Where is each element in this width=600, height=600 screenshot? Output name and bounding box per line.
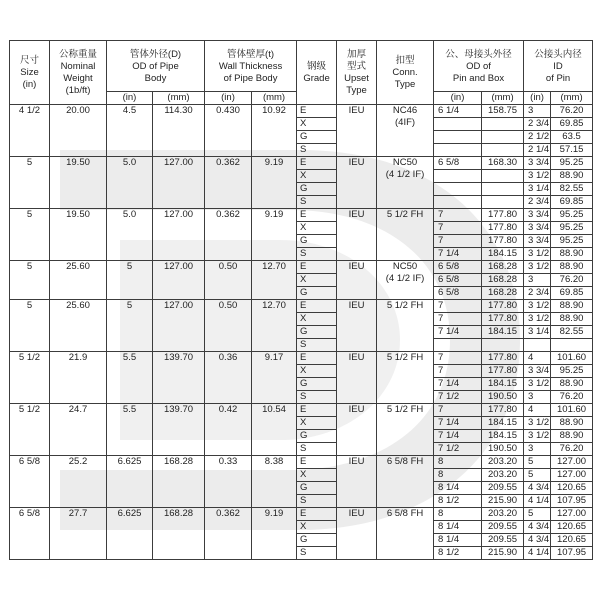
cell-tjod-in: 7 1/4 (434, 417, 482, 430)
cell-tjid-in: 3 (524, 443, 551, 456)
cell-grade: E (297, 508, 337, 521)
cell-wall-in: 0.362 (205, 508, 252, 560)
cell-od-in: 6.625 (107, 508, 153, 560)
spec-table (9, 40, 593, 560)
cell-tjid-mm: 120.65 (551, 521, 593, 534)
cell-tjid-mm: 88.90 (551, 417, 593, 430)
cell-tjid-in: 4 3/4 (524, 521, 551, 534)
conn-type-line: (4 1/2 IF) (385, 169, 425, 180)
conn-type-line: 6 5/8 FH (386, 456, 424, 467)
cell-size: 5 (10, 300, 50, 352)
cell-tjod-mm: 168.28 (482, 287, 524, 300)
cell-size: 5 (10, 157, 50, 209)
cell-grade: E (297, 456, 337, 469)
cell-wall-in: 0.430 (205, 105, 252, 157)
cell-tjid-mm: 82.55 (551, 183, 593, 196)
cell-tjod-in (434, 118, 482, 131)
cell-wall-in: 0.36 (205, 352, 252, 404)
cell-tjid-in: 3 (524, 391, 551, 404)
cell-tjod-in (434, 144, 482, 157)
cell-tjid-mm: 69.85 (551, 118, 593, 131)
cell-tjid-mm: 107.95 (551, 547, 593, 560)
cell-tjod-in: 6 5/8 (434, 274, 482, 287)
conn-type-line: NC50 (392, 157, 418, 168)
cell-tjod-mm: 184.15 (482, 430, 524, 443)
table-row (10, 105, 593, 118)
conn-type-line: (4IF) (395, 117, 416, 128)
cell-conn-type (377, 456, 434, 508)
cell-tjod-mm: 203.20 (482, 508, 524, 521)
cell-tjid-mm: 127.00 (551, 469, 593, 482)
cell-grade: X (297, 313, 337, 326)
cell-nominal-weight: 21.9 (50, 352, 107, 404)
cell-tjod-in: 8 (434, 469, 482, 482)
cell-tjod-in: 8 (434, 508, 482, 521)
cell-grade: E (297, 105, 337, 118)
cell-tjod-mm: 203.20 (482, 456, 524, 469)
cell-tjid-mm: 88.90 (551, 378, 593, 391)
cell-nominal-weight: 19.50 (50, 157, 107, 209)
cell-upset-type: IEU (337, 404, 377, 456)
cell-tjod-mm (482, 131, 524, 144)
cell-tjod-in: 8 (434, 456, 482, 469)
cell-conn-type (377, 209, 434, 261)
cell-od-mm: 127.00 (153, 157, 205, 209)
cell-tjid-in: 4 (524, 352, 551, 365)
cell-od-in: 4.5 (107, 105, 153, 157)
cell-upset-type: IEU (337, 209, 377, 261)
cell-upset-type: IEU (337, 456, 377, 508)
unit-tjod-mm: (mm) (482, 92, 524, 105)
cell-tjod-mm: 209.55 (482, 482, 524, 495)
cell-tjid-in: 3 (524, 274, 551, 287)
cell-tjid-mm: 120.65 (551, 534, 593, 547)
cell-tjid-mm: 95.25 (551, 365, 593, 378)
cell-tjid-in: 3 1/2 (524, 300, 551, 313)
cell-grade: X (297, 170, 337, 183)
cell-grade: S (297, 547, 337, 560)
conn-type-line: NC46 (392, 105, 418, 116)
cell-size: 5 1/2 (10, 352, 50, 404)
cell-tjod-mm: 177.80 (482, 404, 524, 417)
cell-od-in: 6.625 (107, 456, 153, 508)
cell-tjod-in: 7 1/2 (434, 391, 482, 404)
unit-wall-mm: (mm) (252, 92, 297, 105)
cell-tjid-mm: 120.65 (551, 482, 593, 495)
cell-tjid-in: 2 1/4 (524, 144, 551, 157)
cell-tjid-in: 3 3/4 (524, 235, 551, 248)
cell-tjid-mm: 82.55 (551, 326, 593, 339)
cell-tjod-mm: 184.15 (482, 417, 524, 430)
cell-od-in: 5.5 (107, 404, 153, 456)
cell-tjod-mm: 215.90 (482, 495, 524, 508)
cell-tjid-in: 3 1/2 (524, 248, 551, 261)
cell-od-mm: 127.00 (153, 261, 205, 300)
cell-size: 6 5/8 (10, 456, 50, 508)
cell-grade: G (297, 534, 337, 547)
cell-grade: G (297, 326, 337, 339)
cell-tjid-in: 3 1/2 (524, 313, 551, 326)
cell-wall-mm: 10.92 (252, 105, 297, 157)
cell-tjod-mm: 190.50 (482, 391, 524, 404)
header-id-pin: 公接头内径 ID of Pin (524, 41, 593, 92)
cell-conn-type (377, 508, 434, 560)
cell-wall-in: 0.362 (205, 209, 252, 261)
cell-tjod-mm: 158.75 (482, 105, 524, 118)
table-row (10, 261, 593, 274)
unit-tjod-in: (in) (434, 92, 482, 105)
cell-size: 5 (10, 209, 50, 261)
cell-grade: G (297, 235, 337, 248)
cell-tjid-in: 3 (524, 105, 551, 118)
cell-upset-type: IEU (337, 157, 377, 209)
cell-conn-type (377, 300, 434, 352)
cell-upset-type: IEU (337, 352, 377, 404)
header-od-pipe-body: 管体外径(D) OD of Pipe Body (107, 41, 205, 92)
cell-wall-in: 0.42 (205, 404, 252, 456)
cell-upset-type: IEU (337, 508, 377, 560)
cell-tjid-in: 3 1/2 (524, 417, 551, 430)
cell-grade: X (297, 274, 337, 287)
cell-tjod-in: 8 1/4 (434, 534, 482, 547)
cell-grade: E (297, 352, 337, 365)
cell-tjid-mm: 101.60 (551, 352, 593, 365)
header-size: 尺寸 Size (in) (10, 41, 50, 105)
cell-tjod-in: 6 5/8 (434, 287, 482, 300)
cell-grade: G (297, 378, 337, 391)
cell-grade: G (297, 183, 337, 196)
table-body (10, 105, 593, 560)
cell-tjod-in: 7 (434, 222, 482, 235)
cell-wall-in: 0.362 (205, 157, 252, 209)
table-row (10, 352, 593, 365)
cell-nominal-weight: 20.00 (50, 105, 107, 157)
cell-tjod-mm: 209.55 (482, 521, 524, 534)
cell-tjid-in: 3 1/2 (524, 430, 551, 443)
cell-od-mm: 168.28 (153, 456, 205, 508)
cell-tjod-in (434, 183, 482, 196)
header-conn-type: 扣型 Conn. Type (377, 41, 434, 105)
cell-grade: X (297, 222, 337, 235)
header-wall-thickness: 管体壁厚(t) Wall Thickness of Pipe Body (205, 41, 297, 92)
cell-od-mm: 168.28 (153, 508, 205, 560)
conn-type-line: (4 1/2 IF) (385, 273, 425, 284)
cell-tjid-in: 3 1/2 (524, 170, 551, 183)
cell-od-in: 5.0 (107, 157, 153, 209)
cell-tjid-mm: 88.90 (551, 261, 593, 274)
cell-tjid-in: 3 1/2 (524, 378, 551, 391)
cell-tjod-in: 6 5/8 (434, 157, 482, 170)
cell-wall-mm: 9.19 (252, 209, 297, 261)
cell-tjod-mm: 203.20 (482, 469, 524, 482)
cell-od-mm: 139.70 (153, 404, 205, 456)
cell-tjid-mm: 88.90 (551, 170, 593, 183)
cell-tjid-mm: 76.20 (551, 391, 593, 404)
cell-od-mm: 139.70 (153, 352, 205, 404)
cell-tjod-mm (482, 144, 524, 157)
cell-grade: S (297, 495, 337, 508)
cell-size: 5 1/2 (10, 404, 50, 456)
cell-tjid-mm: 69.85 (551, 287, 593, 300)
unit-tjid-in: (in) (524, 92, 551, 105)
cell-tjid-mm: 88.90 (551, 313, 593, 326)
cell-tjod-mm: 184.15 (482, 378, 524, 391)
cell-tjid-in: 2 1/2 (524, 131, 551, 144)
cell-tjod-mm (482, 170, 524, 183)
header-grade: 钢级 Grade (297, 41, 337, 105)
cell-tjid-mm: 76.20 (551, 274, 593, 287)
cell-wall-mm: 9.19 (252, 157, 297, 209)
cell-wall-in: 0.50 (205, 261, 252, 300)
cell-grade: G (297, 430, 337, 443)
cell-od-in: 5.0 (107, 209, 153, 261)
cell-tjod-mm (482, 339, 524, 352)
cell-tjod-mm (482, 118, 524, 131)
cell-wall-mm: 8.38 (252, 456, 297, 508)
conn-type-line: NC50 (392, 261, 418, 272)
cell-grade: E (297, 209, 337, 222)
cell-wall-in: 0.33 (205, 456, 252, 508)
cell-tjod-mm: 177.80 (482, 235, 524, 248)
cell-tjid-in: 4 1/4 (524, 547, 551, 560)
unit-wall-in: (in) (205, 92, 252, 105)
cell-upset-type: IEU (337, 261, 377, 300)
cell-tjid-mm: 127.00 (551, 456, 593, 469)
cell-tjod-in (434, 131, 482, 144)
cell-tjid-mm: 88.90 (551, 248, 593, 261)
table-row (10, 209, 593, 222)
cell-grade: X (297, 469, 337, 482)
cell-grade: X (297, 521, 337, 534)
cell-tjod-in: 7 1/4 (434, 326, 482, 339)
cell-tjod-mm: 177.80 (482, 300, 524, 313)
cell-tjod-in: 7 1/4 (434, 378, 482, 391)
cell-tjod-in (434, 196, 482, 209)
cell-tjid-mm: 127.00 (551, 508, 593, 521)
cell-size: 6 5/8 (10, 508, 50, 560)
cell-tjid-in: 4 3/4 (524, 482, 551, 495)
cell-tjid-in: 3 3/4 (524, 365, 551, 378)
cell-tjid-in: 5 (524, 508, 551, 521)
cell-wall-in: 0.50 (205, 300, 252, 352)
cell-size: 4 1/2 (10, 105, 50, 157)
cell-size: 5 (10, 261, 50, 300)
cell-conn-type (377, 352, 434, 404)
cell-tjid-mm: 88.90 (551, 300, 593, 313)
cell-tjid-mm: 76.20 (551, 105, 593, 118)
cell-tjid-in: 3 3/4 (524, 209, 551, 222)
table-row (10, 456, 593, 469)
cell-tjid-in: 5 (524, 456, 551, 469)
cell-tjod-in: 7 (434, 352, 482, 365)
cell-grade: E (297, 300, 337, 313)
cell-tjid-in: 2 3/4 (524, 287, 551, 300)
cell-wall-mm: 12.70 (252, 300, 297, 352)
cell-tjod-mm: 177.80 (482, 222, 524, 235)
cell-nominal-weight: 27.7 (50, 508, 107, 560)
cell-tjid-mm: 107.95 (551, 495, 593, 508)
cell-tjod-mm: 168.28 (482, 261, 524, 274)
cell-nominal-weight: 24.7 (50, 404, 107, 456)
cell-grade: G (297, 482, 337, 495)
cell-grade: X (297, 417, 337, 430)
conn-type-line: 5 1/2 FH (386, 300, 424, 311)
cell-tjod-mm: 168.30 (482, 157, 524, 170)
cell-od-mm: 127.00 (153, 300, 205, 352)
table-row (10, 404, 593, 417)
cell-od-in: 5 (107, 300, 153, 352)
cell-tjid-in: 3 1/2 (524, 261, 551, 274)
header-nominal-weight: 公称重量 Nominal Weight (1b/ft) (50, 41, 107, 105)
cell-conn-type (377, 157, 434, 209)
conn-type-line: 5 1/2 FH (386, 352, 424, 363)
cell-conn-type (377, 105, 434, 157)
cell-tjod-in: 7 (434, 404, 482, 417)
cell-tjid-mm: 95.25 (551, 235, 593, 248)
cell-conn-type (377, 404, 434, 456)
cell-nominal-weight: 25.2 (50, 456, 107, 508)
cell-grade: G (297, 287, 337, 300)
cell-tjod-in: 8 1/4 (434, 521, 482, 534)
cell-wall-mm: 12.70 (252, 261, 297, 300)
cell-od-mm: 114.30 (153, 105, 205, 157)
cell-tjid-in: 2 3/4 (524, 118, 551, 131)
cell-tjod-in: 7 (434, 365, 482, 378)
cell-tjid-mm: 57.15 (551, 144, 593, 157)
cell-grade: X (297, 118, 337, 131)
cell-grade: E (297, 157, 337, 170)
cell-upset-type: IEU (337, 105, 377, 157)
cell-tjid-in: 3 1/4 (524, 183, 551, 196)
unit-tjid-mm: (mm) (551, 92, 593, 105)
cell-tjod-mm: 209.55 (482, 534, 524, 547)
cell-tjod-mm: 190.50 (482, 443, 524, 456)
cell-grade: E (297, 261, 337, 274)
cell-tjid-in (524, 339, 551, 352)
table-row (10, 508, 593, 521)
cell-tjid-mm: 101.60 (551, 404, 593, 417)
unit-od-in: (in) (107, 92, 153, 105)
cell-tjod-in: 8 1/4 (434, 482, 482, 495)
cell-grade: G (297, 131, 337, 144)
cell-od-mm: 127.00 (153, 209, 205, 261)
cell-grade: S (297, 144, 337, 157)
cell-tjod-in (434, 339, 482, 352)
cell-wall-mm: 9.19 (252, 508, 297, 560)
conn-type-line: 6 5/8 FH (386, 508, 424, 519)
cell-tjid-in: 3 1/4 (524, 326, 551, 339)
cell-tjod-in: 8 1/2 (434, 547, 482, 560)
cell-od-in: 5 (107, 261, 153, 300)
cell-upset-type: IEU (337, 300, 377, 352)
cell-tjid-in: 3 3/4 (524, 222, 551, 235)
cell-tjod-in: 7 (434, 235, 482, 248)
cell-tjid-mm: 95.25 (551, 209, 593, 222)
cell-tjod-in: 8 1/2 (434, 495, 482, 508)
cell-grade: S (297, 196, 337, 209)
cell-nominal-weight: 19.50 (50, 209, 107, 261)
header-upset-type: 加厚 型式 Upset Type (337, 41, 377, 105)
cell-tjod-mm: 177.80 (482, 352, 524, 365)
cell-tjod-in: 7 (434, 300, 482, 313)
cell-tjid-in: 2 3/4 (524, 196, 551, 209)
cell-od-in: 5.5 (107, 352, 153, 404)
cell-tjod-in: 7 1/2 (434, 443, 482, 456)
cell-wall-mm: 9.17 (252, 352, 297, 404)
table-row (10, 300, 593, 313)
cell-tjod-in: 7 1/4 (434, 248, 482, 261)
cell-nominal-weight: 25.60 (50, 261, 107, 300)
unit-od-mm: (mm) (153, 92, 205, 105)
drill-pipe-spec-sheet (9, 40, 592, 560)
cell-tjid-mm: 88.90 (551, 430, 593, 443)
cell-grade: S (297, 339, 337, 352)
cell-tjod-mm: 177.80 (482, 365, 524, 378)
cell-tjid-mm: 63.5 (551, 131, 593, 144)
cell-tjod-mm: 168.28 (482, 274, 524, 287)
cell-tjod-in: 7 (434, 209, 482, 222)
cell-tjid-mm: 69.85 (551, 196, 593, 209)
cell-grade: S (297, 248, 337, 261)
cell-nominal-weight: 25.60 (50, 300, 107, 352)
cell-tjid-mm: 76.20 (551, 443, 593, 456)
cell-tjod-in: 7 1/4 (434, 430, 482, 443)
header-od-pin-box: 公、母接头外径 OD of Pin and Box (434, 41, 524, 92)
cell-tjid-mm (551, 339, 593, 352)
cell-tjid-in: 3 3/4 (524, 157, 551, 170)
cell-conn-type (377, 261, 434, 300)
table-header (10, 41, 593, 105)
cell-tjod-in: 6 1/4 (434, 105, 482, 118)
cell-tjod-in (434, 170, 482, 183)
cell-tjod-mm: 177.80 (482, 209, 524, 222)
cell-tjod-mm: 177.80 (482, 313, 524, 326)
cell-tjod-in: 6 5/8 (434, 261, 482, 274)
cell-tjid-in: 4 3/4 (524, 534, 551, 547)
cell-tjod-in: 7 (434, 313, 482, 326)
conn-type-line: 5 1/2 FH (386, 404, 424, 415)
cell-tjid-in: 5 (524, 469, 551, 482)
cell-tjid-in: 4 1/4 (524, 495, 551, 508)
cell-tjod-mm (482, 196, 524, 209)
cell-wall-mm: 10.54 (252, 404, 297, 456)
cell-grade: S (297, 391, 337, 404)
conn-type-line: 5 1/2 FH (386, 209, 424, 220)
cell-tjod-mm: 184.15 (482, 248, 524, 261)
table-row (10, 157, 593, 170)
cell-tjid-mm: 95.25 (551, 222, 593, 235)
cell-tjod-mm (482, 183, 524, 196)
cell-grade: S (297, 443, 337, 456)
cell-tjid-in: 4 (524, 404, 551, 417)
cell-tjid-mm: 95.25 (551, 157, 593, 170)
cell-grade: X (297, 365, 337, 378)
cell-grade: E (297, 404, 337, 417)
cell-tjod-mm: 215.90 (482, 547, 524, 560)
cell-tjod-mm: 184.15 (482, 326, 524, 339)
